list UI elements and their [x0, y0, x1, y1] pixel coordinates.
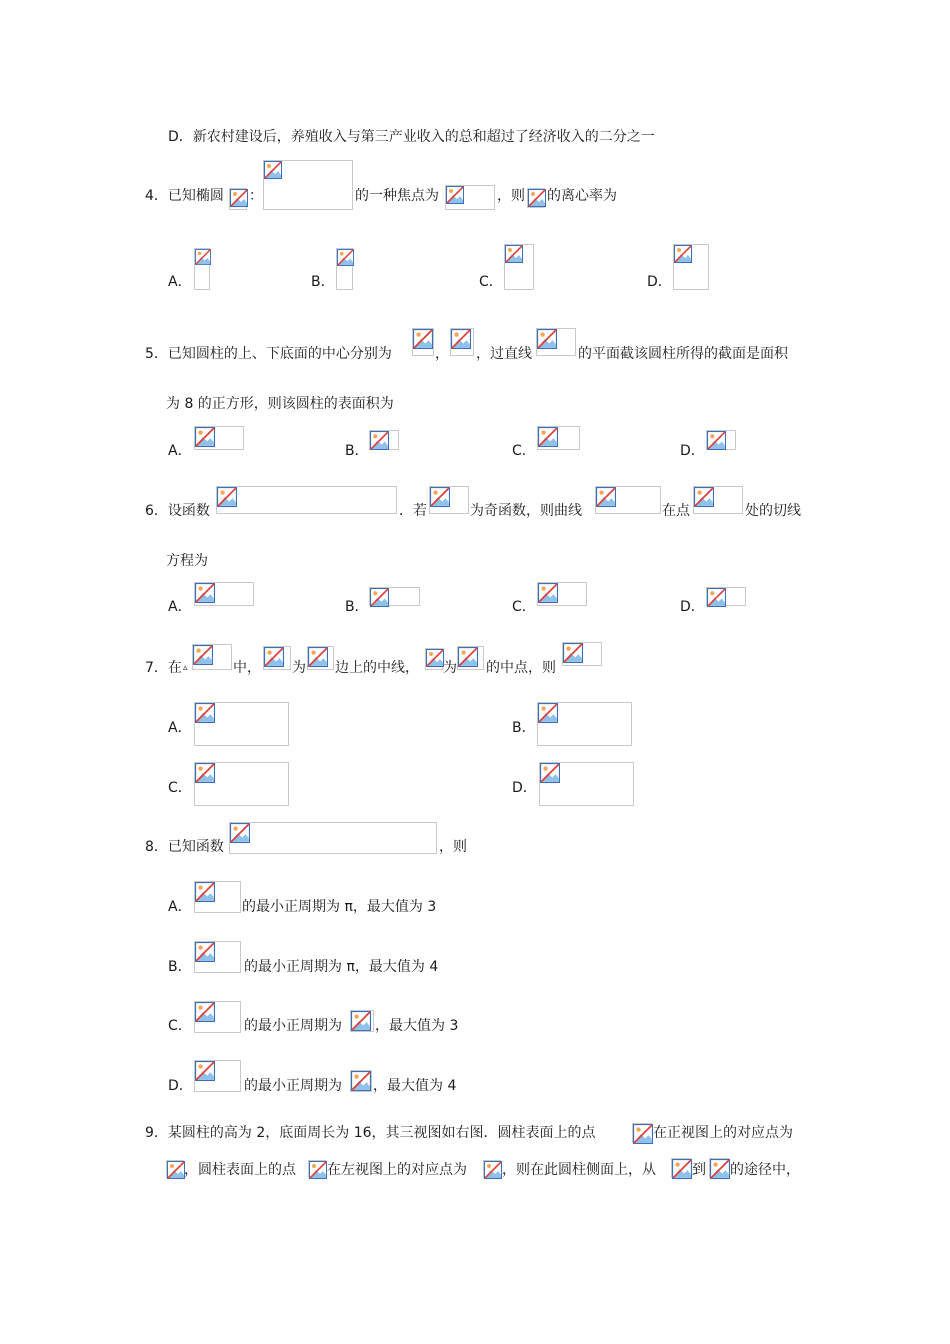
image-placeholder-icon: [450, 328, 474, 356]
question-4: [145, 184, 224, 208]
image-placeholder-icon: [457, 646, 484, 670]
text: 在正视图上的对应点为: [653, 1125, 793, 1141]
image-placeholder-icon: [429, 486, 469, 514]
image-placeholder-icon: [671, 1158, 691, 1178]
q5-comma: [435, 342, 449, 366]
label: D．: [512, 780, 537, 796]
label: D．: [680, 443, 705, 459]
image-placeholder-icon: [350, 1010, 374, 1032]
q7-is2: [443, 656, 457, 680]
q6-option-d: [680, 595, 705, 619]
q4-mid: [355, 184, 439, 208]
q6-odd: [470, 499, 582, 523]
image-placeholder-icon: [263, 646, 291, 670]
image-placeholder-icon: [369, 430, 399, 450]
image-placeholder-icon: [307, 646, 334, 670]
text: 的最小正周期为 π，最大值为 4: [244, 959, 439, 975]
image-placeholder-icon: [483, 1160, 501, 1178]
label: A．: [168, 599, 192, 615]
q5-option-b: [345, 439, 369, 463]
text: 边上的中线，: [335, 660, 419, 676]
text: 的平面截该圆柱所得的截面是面积: [578, 346, 788, 362]
image-placeholder-icon: [536, 328, 576, 356]
image-placeholder-icon: [194, 582, 254, 606]
image-placeholder-icon: [194, 426, 244, 450]
image-placeholder-icon: [216, 486, 397, 514]
q7-mid: [486, 656, 556, 680]
q4-colon: [249, 184, 263, 208]
text: 的最小正周期为 π，最大值为 3: [242, 899, 437, 915]
question-9: [145, 1121, 596, 1145]
image-placeholder-icon: [194, 248, 210, 290]
triangle-symbol: [183, 656, 188, 680]
label: A．: [168, 443, 192, 459]
image-placeholder-icon: [706, 430, 736, 450]
q7-option-a: [168, 716, 192, 740]
text: 的离心率为: [547, 188, 617, 204]
label: B．: [311, 274, 335, 290]
label: C．: [168, 780, 192, 796]
q6-end: [745, 499, 801, 523]
image-placeholder-icon: [537, 702, 632, 746]
image-placeholder-icon: [194, 881, 241, 913]
image-placeholder-icon: [229, 822, 437, 854]
q9-line2-e: [730, 1158, 800, 1182]
text: 中，: [233, 660, 261, 676]
label: A．: [168, 274, 192, 290]
label: C．: [168, 1018, 192, 1034]
label: B．: [168, 959, 192, 975]
q9-line1-end: [653, 1121, 793, 1145]
text: 为奇函数，则曲线: [470, 503, 582, 519]
text: 为 8 的正方形，则该圆柱的表面积为: [166, 396, 394, 412]
label: B．: [512, 720, 536, 736]
q8-option-d: [168, 1074, 193, 1098]
text: 方程为: [166, 553, 208, 569]
q8-d-text: [244, 1074, 342, 1098]
q7-median: [335, 656, 419, 680]
question-8: [145, 835, 224, 859]
option-d-prev: [168, 125, 655, 149]
text: ，则: [439, 839, 467, 855]
image-placeholder-icon: [539, 762, 634, 806]
image-placeholder-icon: [194, 1001, 241, 1033]
question-5: [145, 342, 392, 366]
image-placeholder-icon: [336, 248, 353, 290]
image-placeholder-icon: [192, 644, 232, 670]
q8-option-a: [168, 895, 192, 919]
q5-line2: [166, 392, 394, 416]
text: 8．已知函数: [145, 839, 224, 855]
q6-option-a: [168, 595, 192, 619]
text: ，过直线: [476, 346, 532, 362]
q8-b-text: [244, 955, 438, 979]
label: C．: [512, 443, 536, 459]
text: 的最小正周期为: [244, 1018, 342, 1034]
label: C．: [512, 599, 536, 615]
question-7: [145, 656, 182, 680]
q5-option-c: [512, 439, 536, 463]
text: ：: [249, 188, 263, 204]
text: 为: [292, 660, 306, 676]
label: A．: [168, 899, 192, 915]
text: 处的切线: [745, 503, 801, 519]
image-placeholder-icon: [308, 1160, 326, 1178]
label: D．: [680, 599, 705, 615]
q4-option-c: [479, 270, 503, 294]
text: 6．设函数: [145, 503, 210, 519]
q8-d-text2: [373, 1074, 456, 1098]
image-placeholder-icon: [263, 160, 353, 210]
q8-end: [439, 835, 467, 859]
q7-in: [233, 656, 261, 680]
text: 的中点，则: [486, 660, 556, 676]
q9-line2-b: [327, 1158, 467, 1182]
label: D．: [168, 1078, 193, 1094]
q9-line2-d: [692, 1158, 706, 1182]
text: ，则在此圆柱侧面上，从: [502, 1162, 656, 1178]
image-placeholder-icon: [504, 244, 534, 290]
text: 到: [692, 1162, 706, 1178]
image-placeholder-icon: [709, 1158, 729, 1178]
image-placeholder-icon: [194, 1060, 241, 1092]
text: 5．已知圆柱的上、下底面的中心分别为: [145, 346, 392, 362]
q4-option-a: [168, 270, 192, 294]
label: A．: [168, 720, 192, 736]
q8-option-b: [168, 955, 192, 979]
q7-option-c: [168, 776, 192, 800]
q4-option-d: [647, 270, 672, 294]
image-placeholder-icon: [537, 426, 580, 450]
q8-option-c: [168, 1014, 192, 1038]
q8-a-text: [242, 895, 436, 919]
text: 的途径中，: [730, 1162, 800, 1178]
q6-line2: [166, 549, 208, 573]
image-placeholder-icon: [527, 188, 545, 208]
q5-end: [578, 342, 788, 366]
q6-option-c: [512, 595, 536, 619]
text: 在点: [662, 503, 690, 519]
q6-if: [399, 499, 427, 523]
text: 为: [443, 660, 457, 676]
q7-option-b: [512, 716, 536, 740]
text: ．若: [399, 503, 427, 519]
text: ，最大值为 3: [375, 1018, 459, 1034]
image-placeholder-icon: [166, 1160, 184, 1178]
image-placeholder-icon: [194, 941, 241, 973]
image-placeholder-icon: [412, 328, 434, 356]
image-placeholder-icon: [562, 642, 602, 666]
image-placeholder-icon: [632, 1123, 652, 1143]
q9-line2-c: [502, 1158, 656, 1182]
text: 9．某圆柱的高为 2，底面周长为 16，其三视图如右图．圆柱表面上的点: [145, 1125, 596, 1141]
q8-c-text2: [375, 1014, 458, 1038]
text: 在左视图上的对应点为: [327, 1162, 467, 1178]
q4-text: 4．已知椭圆: [145, 188, 224, 204]
label: B．: [345, 443, 369, 459]
image-placeholder-icon: [194, 702, 289, 746]
q5-mid: [476, 342, 532, 366]
text: ，圆柱表面上的点: [184, 1162, 296, 1178]
q5-option-d: [680, 439, 705, 463]
text: ，: [435, 346, 449, 362]
text: 的最小正周期为: [244, 1078, 342, 1094]
q9-line2-a: [184, 1158, 296, 1182]
text: ▵: [183, 663, 188, 673]
q4-option-b: [311, 270, 335, 294]
image-placeholder-icon: [673, 244, 709, 290]
image-placeholder-icon: [537, 582, 587, 606]
image-placeholder-icon: [229, 188, 247, 210]
q6-option-b: [345, 595, 369, 619]
label: B．: [345, 599, 369, 615]
image-placeholder-icon: [595, 486, 661, 514]
q8-c-text: [244, 1014, 342, 1038]
text: 的一种焦点为: [355, 188, 439, 204]
image-placeholder-icon: [706, 587, 746, 606]
text: D．新农村建设后，养殖收入与第三产业收入的总和超过了经济收入的二分之一: [168, 129, 655, 145]
label: C．: [479, 274, 503, 290]
image-placeholder-icon: [425, 648, 443, 670]
image-placeholder-icon: [445, 185, 495, 210]
text: 7．在: [145, 660, 182, 676]
q7-option-d: [512, 776, 537, 800]
text: ，则: [497, 188, 525, 204]
image-placeholder-icon: [350, 1070, 372, 1092]
q4-then: [497, 184, 525, 208]
q5-option-a: [168, 439, 192, 463]
label: D．: [647, 274, 672, 290]
text: ，最大值为 4: [373, 1078, 457, 1094]
image-placeholder-icon: [194, 762, 289, 806]
q4-end: [547, 184, 617, 208]
q6-at: [662, 499, 690, 523]
q7-is: [292, 656, 306, 680]
image-placeholder-icon: [369, 587, 420, 606]
question-6: [145, 499, 210, 523]
image-placeholder-icon: [693, 486, 743, 514]
